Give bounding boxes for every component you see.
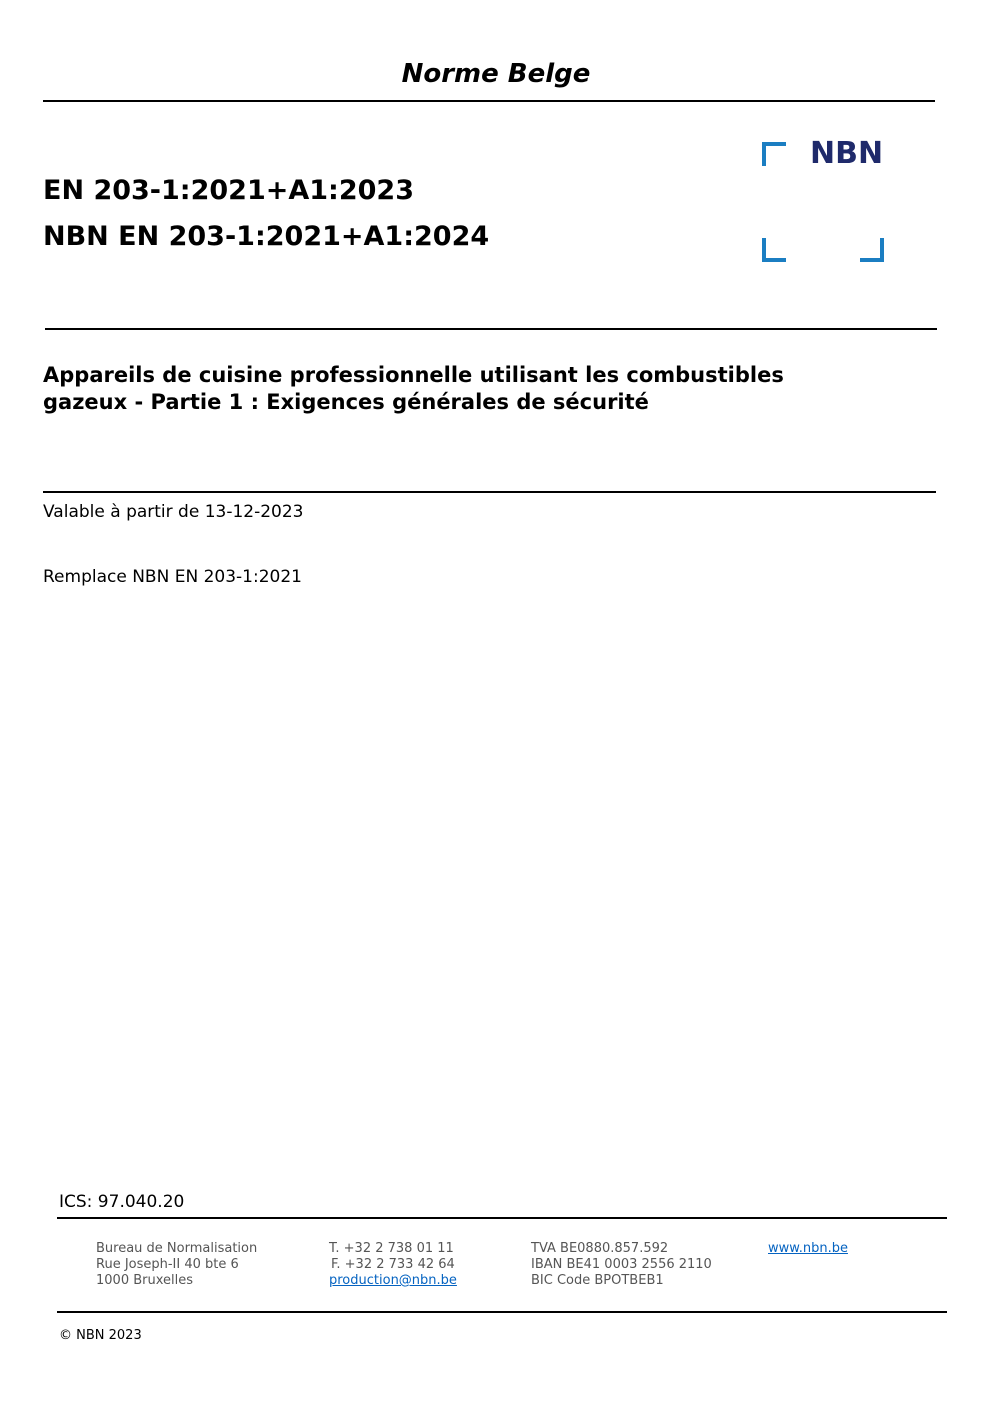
footer-top-divider — [57, 1217, 947, 1219]
nbn-standard-code: NBN EN 203-1:2021+A1:2024 — [43, 221, 490, 252]
website-link[interactable]: www.nbn.be — [768, 1241, 848, 1256]
bic-code: BIC Code BPOTBEB1 — [531, 1273, 664, 1288]
email-link[interactable]: production@nbn.be — [329, 1273, 457, 1288]
document-title — [43, 362, 923, 416]
address-line: Rue Joseph-II 40 bte 6 — [96, 1257, 239, 1272]
address-line: Bureau de Normalisation — [96, 1241, 258, 1256]
footer-bottom-divider — [57, 1311, 947, 1313]
validity-date: Valable à partir de 13-12-2023 — [43, 502, 304, 522]
header-divider — [43, 100, 935, 102]
iban-number: IBAN BE41 0003 2556 2110 — [531, 1257, 712, 1272]
footer-bank-details — [531, 1241, 712, 1289]
page-header-title: Norme Belge — [401, 59, 591, 89]
footer-address — [96, 1241, 257, 1289]
document-title-line-2: gazeux - Partie 1 : Exigences générales de sécurité — [43, 390, 649, 414]
title-divider — [43, 491, 936, 493]
footer-contact — [329, 1241, 457, 1289]
address-line: 1000 Bruxelles — [96, 1273, 194, 1288]
en-standard-code: EN 203-1:2021+A1:2023 — [43, 175, 414, 206]
nbn-logo-text: NBN — [810, 136, 884, 171]
ics-code: ICS: 97.040.20 — [59, 1192, 185, 1212]
footer-website — [768, 1241, 848, 1257]
vat-number: TVA BE0880.857.592 — [531, 1241, 669, 1256]
copyright-notice: © NBN 2023 — [59, 1328, 142, 1343]
replaces-standard: Remplace NBN EN 203-1:2021 — [43, 567, 302, 587]
document-title-line-1: Appareils de cuisine professionnelle utilisant les combustibles — [43, 363, 784, 387]
codes-divider — [45, 328, 937, 330]
fax-number: F. +32 2 733 42 64 — [331, 1257, 455, 1272]
phone-number: T. +32 2 738 01 11 — [329, 1241, 454, 1256]
